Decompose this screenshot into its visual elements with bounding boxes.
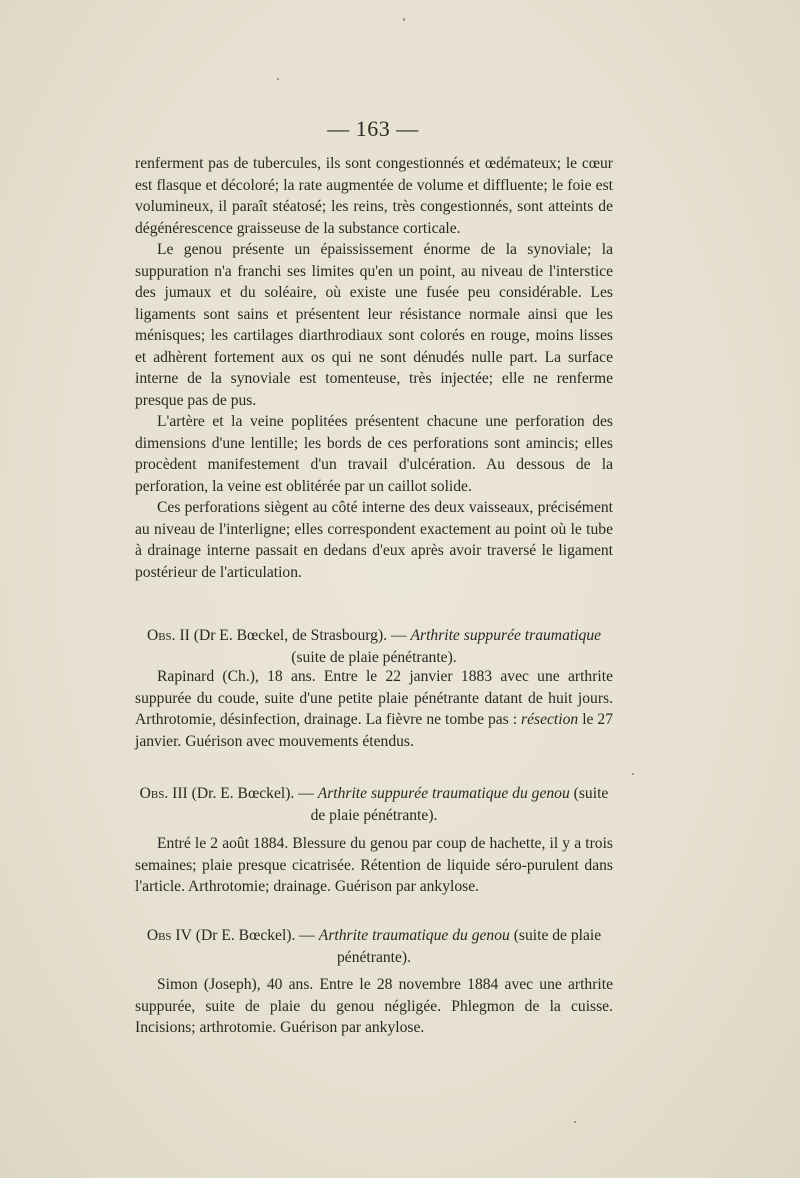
observation-text-end: le 27 janvier. Guérison avec mouvements étendus. [135, 711, 614, 750]
body-text [135, 153, 613, 583]
observation-heading [135, 925, 613, 968]
paper-speck [632, 773, 634, 775]
paper-speck [403, 18, 405, 21]
observation-title: Arthrite suppurée traumatique [410, 627, 602, 644]
observation-heading [135, 783, 613, 826]
observation-label: Obs. III [139, 785, 188, 802]
paper-speck [574, 1121, 576, 1123]
paper-speck [277, 78, 279, 80]
observation-body [135, 666, 613, 752]
observation-author: (Dr E. Bœckel, de Strasbourg). — [193, 627, 407, 644]
observation-author: (Dr. E. Bœckel). — [191, 785, 314, 802]
observation-body [135, 974, 613, 1039]
observation-heading [135, 625, 613, 668]
observation-title: Arthrite suppurée traumatique du genou [317, 785, 570, 802]
observation-author: (Dr E. Bœckel). — [195, 927, 315, 944]
observation-text-italic: résection [521, 711, 579, 728]
paragraph: L'artère et la veine poplitées présentent chacune une perforation des dimensions d'une lentille; les bords de ces perforations sont amincis; elles procèdent manifestement d'un travail d'ulcération. Au dessous de la perforation, la veine est oblitérée par un caillot solide. [135, 413, 613, 495]
paragraph [135, 666, 613, 752]
observation-label: Obs IV [146, 927, 192, 944]
observation-suffix: (suite de plaie pénétrante). [310, 785, 609, 824]
observation-title: Arthrite traumatique du genou [318, 927, 510, 944]
paragraph: Entré le 2 août 1884. Blessure du genou par coup de hachette, il y a trois semaines; plaie presque cicatrisée. Rétention de liquide séro-purulent dans l'article. Arthrotomie; drainage. Guérison par ankylose. [135, 835, 613, 895]
paragraph: Simon (Joseph), 40 ans. Entre le 28 novembre 1884 avec une arthrite suppurée, suite de plaie du genou négligée. Phlegmon de la cuisse. Incisions; arthrotomie. Guérison par ankylose. [135, 976, 613, 1036]
paragraph: renferment pas de tubercules, ils sont congestionnés et œdémateux; le cœur est flasque et décoloré; la rate augmentée de volume et diffluente; le foie est volumineux, il paraît stéatosé; les reins, très congestionnés, sont atteints de dégénérescence graisseuse de la substance corticale. [135, 155, 613, 237]
observation-suffix: (suite de plaie pénétrante). [336, 927, 602, 966]
observation-suffix: (suite de plaie pénétrante). [291, 648, 457, 666]
paragraph: Le genou présente un épaississement énorme de la synoviale; la suppuration n'a franchi ses limites qu'en un point, au niveau de l'interstice des jumaux et du soléaire, où existe une fusée peu considérable. Les ligaments sont sains et présentent leur résistance normale ainsi que les ménisques; les cartilages diarthrodiaux sont colorés en rouge, moins lisses et adhèrent fortement aux os qui ne sont dénudés nulle part. La surface interne de la synoviale est tomenteuse, très injectée; elle ne renferme presque pas de pus. [135, 241, 613, 409]
observation-text: Rapinard (Ch.), 18 ans. Entre le 22 janvier 1883 avec une arthrite suppurée du coude, suite d'une petite plaie pénétrante datant de huit jours. Arthrotomie, désinfection, drainage. La fièvre ne tombe pas : [135, 668, 613, 728]
paragraph: Ces perforations siègent au côté interne des deux vaisseaux, précisément au niveau de l'interligne; elles correspondent exactement au point où le tube à drainage interne passait en dedans d'eux après avoir traversé le ligament postérieur de l'articulation. [135, 499, 613, 581]
page-number: — 163 — [327, 116, 419, 141]
observation-label: Obs. II [146, 627, 190, 644]
observation-body [135, 833, 613, 898]
